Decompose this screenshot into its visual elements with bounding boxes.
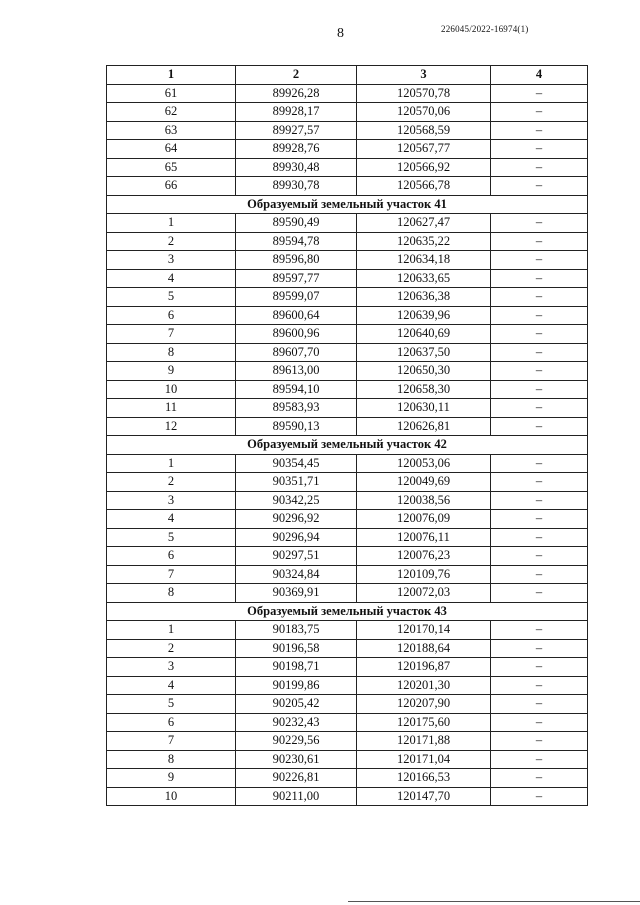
table-cell: 90230,61 <box>236 750 357 769</box>
table-cell: – <box>491 362 588 381</box>
table-cell: 89613,00 <box>236 362 357 381</box>
table-cell: – <box>491 510 588 529</box>
table-cell: 2 <box>107 639 236 658</box>
table-cell: 90369,91 <box>236 584 357 603</box>
table-cell: 89596,80 <box>236 251 357 270</box>
table-cell: 120639,96 <box>357 306 491 325</box>
table-cell: 89594,78 <box>236 232 357 251</box>
table-cell: 120634,18 <box>357 251 491 270</box>
table-cell: 120188,64 <box>357 639 491 658</box>
table-row <box>107 177 588 196</box>
table-row <box>107 399 588 418</box>
table-cell: 7 <box>107 565 236 584</box>
table-cell: – <box>491 343 588 362</box>
table-cell: 90297,51 <box>236 547 357 566</box>
table-cell: 66 <box>107 177 236 196</box>
table-cell: 120109,76 <box>357 565 491 584</box>
table-cell: 5 <box>107 528 236 547</box>
table-cell: 120637,50 <box>357 343 491 362</box>
table-cell: 61 <box>107 84 236 103</box>
section-title: Образуемый земельный участок 41 <box>107 195 588 214</box>
table-cell: 120175,60 <box>357 713 491 732</box>
table-cell: 120076,11 <box>357 528 491 547</box>
table-cell: – <box>491 417 588 436</box>
table-cell: 90198,71 <box>236 658 357 677</box>
page-number: 8 <box>337 26 344 41</box>
table-cell: – <box>491 658 588 677</box>
table-cell: 90296,94 <box>236 528 357 547</box>
table-cell: 63 <box>107 121 236 140</box>
table-cell: 89594,10 <box>236 380 357 399</box>
table-cell: – <box>491 695 588 714</box>
table-cell: – <box>491 251 588 270</box>
table-cell: 120658,30 <box>357 380 491 399</box>
table-row <box>107 473 588 492</box>
table-cell: 120627,47 <box>357 214 491 233</box>
section-title: Образуемый земельный участок 43 <box>107 602 588 621</box>
table-cell: 120636,38 <box>357 288 491 307</box>
table-row <box>107 251 588 270</box>
bottom-border-line <box>348 901 640 902</box>
table-cell: – <box>491 380 588 399</box>
table-cell: 120196,87 <box>357 658 491 677</box>
section-title: Образуемый земельный участок 42 <box>107 436 588 455</box>
table-cell: 120207,90 <box>357 695 491 714</box>
table-cell: 89927,57 <box>236 121 357 140</box>
table-row <box>107 584 588 603</box>
table-cell: 120171,04 <box>357 750 491 769</box>
table-cell: 90211,00 <box>236 787 357 806</box>
table-cell: 120650,30 <box>357 362 491 381</box>
table-cell: 65 <box>107 158 236 177</box>
table-cell: 89930,48 <box>236 158 357 177</box>
table-cell: 12 <box>107 417 236 436</box>
table-cell: 90342,25 <box>236 491 357 510</box>
table-row <box>107 750 588 769</box>
table-cell: 120570,78 <box>357 84 491 103</box>
table-row <box>107 325 588 344</box>
table-cell: 3 <box>107 658 236 677</box>
table-cell: 2 <box>107 473 236 492</box>
table-cell: 89926,28 <box>236 84 357 103</box>
table-cell: – <box>491 177 588 196</box>
table-cell: 120635,22 <box>357 232 491 251</box>
table-row <box>107 621 588 640</box>
table-cell: 120072,03 <box>357 584 491 603</box>
table-cell: 90232,43 <box>236 713 357 732</box>
table-cell: 89583,93 <box>236 399 357 418</box>
table-row <box>107 732 588 751</box>
table-cell: 90199,86 <box>236 676 357 695</box>
table-cell: – <box>491 547 588 566</box>
table-cell: – <box>491 84 588 103</box>
table-row <box>107 658 588 677</box>
table-cell: – <box>491 121 588 140</box>
table-cell: 3 <box>107 251 236 270</box>
table-cell: 120570,06 <box>357 103 491 122</box>
table-cell: 7 <box>107 325 236 344</box>
table-row <box>107 362 588 381</box>
table-cell: 120038,56 <box>357 491 491 510</box>
table-row <box>107 417 588 436</box>
table-cell: – <box>491 158 588 177</box>
table-cell: 120568,59 <box>357 121 491 140</box>
table-cell: 5 <box>107 288 236 307</box>
table-cell: 120566,78 <box>357 177 491 196</box>
table-cell: 10 <box>107 380 236 399</box>
table-cell: 120076,23 <box>357 547 491 566</box>
table-cell: 89590,13 <box>236 417 357 436</box>
table-cell: 120630,11 <box>357 399 491 418</box>
table-cell: 89599,07 <box>236 288 357 307</box>
table-cell: 8 <box>107 343 236 362</box>
table-row <box>107 510 588 529</box>
table-cell: – <box>491 621 588 640</box>
table-cell: 2 <box>107 232 236 251</box>
table-cell: 6 <box>107 547 236 566</box>
column-header: 1 <box>107 66 236 85</box>
table-cell: 120566,92 <box>357 158 491 177</box>
table-row <box>107 769 588 788</box>
table-cell: – <box>491 491 588 510</box>
table-cell: 120201,30 <box>357 676 491 695</box>
table-cell: 89930,78 <box>236 177 357 196</box>
table-cell: – <box>491 769 588 788</box>
table-row <box>107 787 588 806</box>
table-cell: 4 <box>107 510 236 529</box>
table-cell: – <box>491 288 588 307</box>
table-cell: 89590,49 <box>236 214 357 233</box>
table-cell: – <box>491 787 588 806</box>
table-cell: 4 <box>107 676 236 695</box>
table-cell: – <box>491 399 588 418</box>
table-cell: 120633,65 <box>357 269 491 288</box>
table-cell: 120076,09 <box>357 510 491 529</box>
table-cell: 4 <box>107 269 236 288</box>
table-cell: 1 <box>107 621 236 640</box>
table-cell: 1 <box>107 214 236 233</box>
table-cell: 1 <box>107 454 236 473</box>
table-row <box>107 158 588 177</box>
table-row <box>107 676 588 695</box>
table-cell: 9 <box>107 362 236 381</box>
table-cell: 89928,76 <box>236 140 357 159</box>
table-cell: – <box>491 214 588 233</box>
column-header: 2 <box>236 66 357 85</box>
table-row <box>107 343 588 362</box>
table-row <box>107 84 588 103</box>
table-cell: – <box>491 473 588 492</box>
table-cell: 120567,77 <box>357 140 491 159</box>
table-row <box>107 639 588 658</box>
table-cell: 120049,69 <box>357 473 491 492</box>
table-cell: – <box>491 528 588 547</box>
table-cell: 3 <box>107 491 236 510</box>
table-cell: – <box>491 584 588 603</box>
table-row <box>107 454 588 473</box>
table-cell: 10 <box>107 787 236 806</box>
table-row <box>107 140 588 159</box>
table-row <box>107 695 588 714</box>
table-cell: 90354,45 <box>236 454 357 473</box>
table-cell: 9 <box>107 769 236 788</box>
table-cell: 120170,14 <box>357 621 491 640</box>
table-cell: 90229,56 <box>236 732 357 751</box>
table-cell: – <box>491 232 588 251</box>
table-row <box>107 121 588 140</box>
table-cell: 64 <box>107 140 236 159</box>
table-row <box>107 491 588 510</box>
table-cell: – <box>491 713 588 732</box>
table-cell: – <box>491 103 588 122</box>
table-cell: – <box>491 732 588 751</box>
table-cell: – <box>491 269 588 288</box>
table-cell: 7 <box>107 732 236 751</box>
table-cell: 90183,75 <box>236 621 357 640</box>
table-row <box>107 269 588 288</box>
table-cell: 90296,92 <box>236 510 357 529</box>
table-cell: 89600,64 <box>236 306 357 325</box>
table-cell: 6 <box>107 306 236 325</box>
table-cell: 5 <box>107 695 236 714</box>
table-cell: 120053,06 <box>357 454 491 473</box>
column-header-row <box>107 66 588 85</box>
section-title-row <box>107 195 588 214</box>
section-title-row <box>107 436 588 455</box>
table-row <box>107 528 588 547</box>
table-row <box>107 103 588 122</box>
table-cell: – <box>491 750 588 769</box>
table-cell: 120147,70 <box>357 787 491 806</box>
table-cell: 11 <box>107 399 236 418</box>
table-cell: 89928,17 <box>236 103 357 122</box>
table-cell: 89597,77 <box>236 269 357 288</box>
table-cell: – <box>491 676 588 695</box>
table-cell: – <box>491 306 588 325</box>
table-row <box>107 713 588 732</box>
table-cell: 8 <box>107 584 236 603</box>
coordinates-table <box>106 65 588 806</box>
table-cell: 90196,58 <box>236 639 357 658</box>
table-cell: 6 <box>107 713 236 732</box>
table-row <box>107 380 588 399</box>
column-header: 3 <box>357 66 491 85</box>
table-cell: 8 <box>107 750 236 769</box>
table-cell: 120166,53 <box>357 769 491 788</box>
table-cell: – <box>491 140 588 159</box>
table-cell: – <box>491 454 588 473</box>
table-cell: 90351,71 <box>236 473 357 492</box>
table-cell: 120626,81 <box>357 417 491 436</box>
column-header: 4 <box>491 66 588 85</box>
table-row <box>107 565 588 584</box>
coordinates-table-body <box>107 66 588 806</box>
table-cell: 90226,81 <box>236 769 357 788</box>
table-cell: 120171,88 <box>357 732 491 751</box>
table-cell: – <box>491 565 588 584</box>
table-cell: 120640,69 <box>357 325 491 344</box>
table-row <box>107 306 588 325</box>
table-row <box>107 232 588 251</box>
section-title-row <box>107 602 588 621</box>
table-cell: – <box>491 639 588 658</box>
table-cell: 62 <box>107 103 236 122</box>
document-id: 226045/2022-16974(1) <box>441 24 529 34</box>
table-cell: 90324,84 <box>236 565 357 584</box>
table-row <box>107 288 588 307</box>
table-cell: 90205,42 <box>236 695 357 714</box>
table-cell: 89607,70 <box>236 343 357 362</box>
table-cell: – <box>491 325 588 344</box>
table-cell: 89600,96 <box>236 325 357 344</box>
table-row <box>107 214 588 233</box>
table-row <box>107 547 588 566</box>
